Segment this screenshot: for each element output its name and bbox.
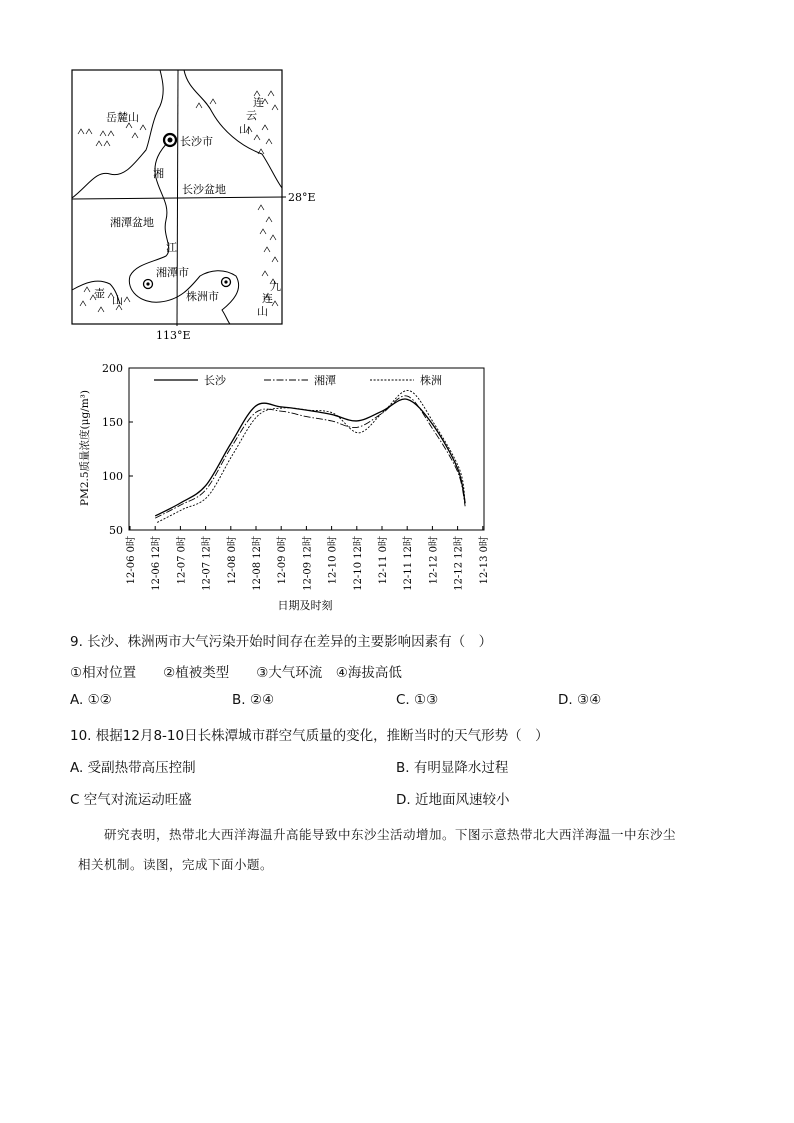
hushan-label-2: 山 — [112, 294, 123, 307]
x-tick-label: 12-06 12时 — [151, 536, 163, 591]
x-tick-label: 12-11 0时 — [378, 536, 389, 585]
x-tick-label: 12-09 0时 — [277, 536, 289, 585]
legend-label-1: 湘潭 — [314, 374, 336, 387]
xiangtan-basin-label: 湘潭盆地 — [110, 216, 154, 229]
lianyun-label-2: 云 — [246, 109, 257, 122]
series-line-changsha — [155, 399, 465, 516]
series-line-xiangtan — [155, 396, 465, 518]
x-tick-label: 12-12 0时 — [428, 536, 440, 585]
legend-label-0: 长沙 — [204, 374, 226, 387]
question-9-stem: 9. 长沙、株洲两市大气污染开始时间存在差异的主要影响因素有（ ） — [70, 634, 493, 650]
y-tick-label: 100 — [102, 470, 123, 483]
x-axis-label: 日期及时刻 — [277, 599, 333, 612]
question-9-option-c[interactable]: C. ①③ — [396, 692, 439, 708]
zhuzhou-label: 株洲市 — [186, 290, 219, 303]
y-tick-label: 50 — [109, 524, 123, 537]
xiang-label: 湘 — [153, 167, 164, 180]
x-tick-label: 12-07 0时 — [176, 536, 188, 585]
question-10-option-d[interactable]: D. 近地面风速较小 — [396, 792, 510, 808]
x-tick-label: 12-11 12时 — [403, 536, 415, 591]
changsha-label: 长沙市 — [180, 135, 213, 148]
question-9-option-b[interactable]: B. ②④ — [232, 692, 275, 708]
x-tick-label: 12-12 12时 — [453, 536, 465, 591]
reading-passage — [78, 820, 746, 880]
passage-line-2: 相关机制。读图，完成下面小题。 — [78, 857, 274, 872]
longitude-label: 113°E — [156, 329, 191, 342]
xiangtan-label: 湘潭市 — [156, 266, 189, 279]
x-tick-label: 12-06 0时 — [126, 536, 137, 585]
yuelu-label: 岳麓山 — [106, 111, 139, 124]
lianyun-label-3: 山 — [239, 123, 250, 136]
passage-line-1: 研究表明，热带北大西洋海温升高能导致中东沙尘活动增加。下图示意热带北大西洋海温一中东沙尘 — [104, 827, 677, 842]
y-tick-label: 150 — [102, 416, 123, 429]
changsha-basin-label: 长沙盆地 — [182, 183, 226, 196]
plot-area-frame — [129, 368, 484, 530]
jiulian-label-2: 连 — [262, 292, 273, 305]
legend-label-2: 株洲 — [420, 374, 442, 387]
jiulian-label-3: 山 — [257, 305, 268, 318]
y-tick-label: 200 — [102, 362, 123, 375]
x-tick-label: 12-13 0时 — [478, 536, 490, 585]
question-9-option-a[interactable]: A. ①② — [70, 692, 112, 708]
lianyun-label-1: 连 — [253, 96, 264, 109]
y-axis-label: PM2.5质量浓度(μg/m³) — [79, 390, 91, 506]
x-tick-label: 12-07 12时 — [201, 536, 213, 591]
jiang-label: 江 — [166, 241, 177, 254]
x-tick-label: 12-08 12时 — [252, 536, 263, 591]
question-10-option-b[interactable]: B. 有明显降水过程 — [396, 760, 509, 776]
x-tick-label: 12-08 0时 — [226, 536, 238, 585]
question-9-items: ①相对位置 ②植被类型 ③大气环流 ④海拔高低 — [70, 665, 402, 681]
question-10-stem: 10. 根据12月8-10日长株潭城市群空气质量的变化，推断当时的天气形势（ ） — [70, 728, 549, 744]
question-10-option-a[interactable]: A. 受副热带高压控制 — [70, 760, 196, 776]
question-10-option-c[interactable]: C 空气对流运动旺盛 — [70, 792, 192, 808]
question-9-option-d[interactable]: D. ③④ — [558, 692, 602, 708]
jiulian-label-1: 九 — [270, 280, 281, 293]
x-tick-label: 12-10 0时 — [327, 536, 339, 585]
hushan-label-1: 壶 — [94, 287, 105, 300]
x-tick-label: 12-09 12时 — [302, 536, 314, 591]
x-tick-label: 12-10 12时 — [352, 536, 364, 591]
latitude-label: 28°E — [288, 191, 316, 204]
